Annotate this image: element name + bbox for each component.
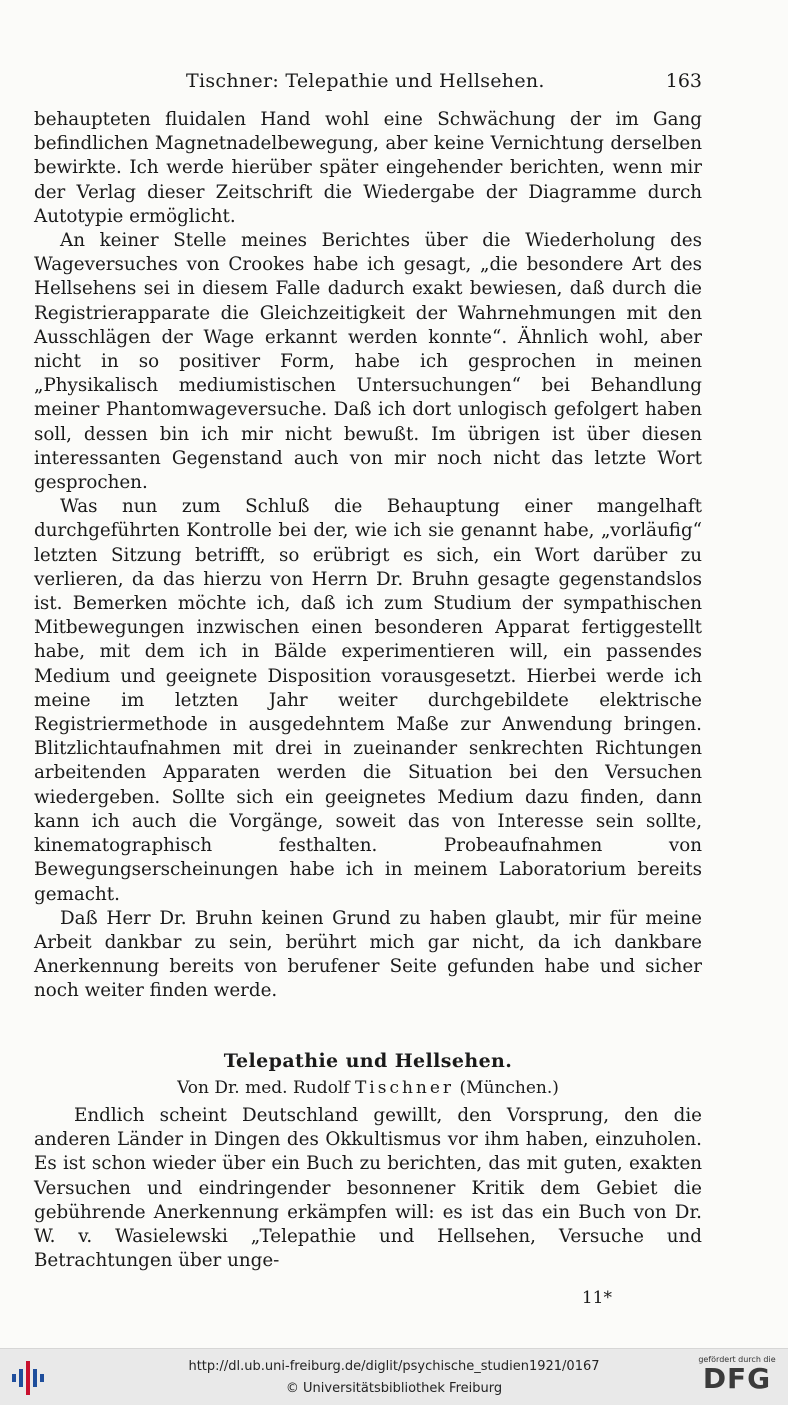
byline-author: Tischner <box>354 1078 455 1098</box>
dfg-logo: DFG <box>702 1362 772 1395</box>
running-head: Tischner: Telepathie und Hellsehen. <box>186 70 545 92</box>
byline-location: (München.) <box>459 1078 559 1098</box>
article-byline <box>0 1078 736 1098</box>
paragraph-1: behaupteten fluidalen Hand wohl eine Schwächung der im Gang befindlichen Magnetnadelbewegung, aber keine Vernichtung derselben bewirkte. Ich werde hierüber später eingehender berichten, wenn mir der Verlag dieser Zeitschrift die Wiedergabe der Diagramme durch Autotypie ermöglicht. <box>34 109 702 227</box>
page-number: 163 <box>665 70 702 92</box>
viewer-footer <box>0 1348 788 1405</box>
signature-mark: 11* <box>581 1288 612 1308</box>
page-header <box>0 70 788 96</box>
article-title: Telepathie und Hellsehen. <box>223 1050 513 1072</box>
article-text <box>34 1104 702 1273</box>
paragraph-3: Was nun zum Schluß die Behauptung einer mangelhaft durchgeführten Kontrolle bei der, wie ich sie genannt habe, „vorläufig“ letzten Sitzung betrifft, so erübrigt es sich, ein Wort darüber zu verlieren, da das hierzu von Herrn Dr. Bruhn gesagte gegenstandslos ist. Bemerken möchte ich, daß ich zum Studium der sympathischen Mitbewegungen inzwischen einen besonderen Apparat fertiggestellt habe, mit dem ich in Bälde experimentieren will, ein passendes Medium und geeignete Disposition vorausgesetzt. Hierbei werde ich meine im letzten Jahr weiter durchgebildete elektrische Registriermethode in ausgedehntem Maße zur Anwendung bringen. Blitzlichtaufnahmen mit drei in zueinander senkrechten Richtungen arbeitenden Apparaten werden die Situation bei den Versuchen wiedergeben. Sollte sich ein geeignetes Medium dazu finden, dann kann ich auch die Vorgänge, soweit das von Interesse sein sollte, kinematographisch festhalten. Probeaufnahmen von Bewegungserscheinungen habe ich in meinem Laboratorium bereits gemacht. <box>34 496 702 905</box>
body-text <box>34 108 702 1004</box>
source-url-link[interactable]: http://dl.ub.uni-freiburg.de/diglit/psychische_studien1921/0167 <box>188 1359 600 1374</box>
paragraph-4: Daß Herr Dr. Bruhn keinen Grund zu haben glaubt, mir für meine Arbeit dankbar zu sein, berührt mich gar nicht, da ich dankbare Anerkennung bereits von berufener Seite gefunden habe und sicher noch weiter finden werde. <box>34 907 702 1002</box>
sponsor-note: gefördert durch die <box>698 1355 776 1364</box>
byline-prefix: Von Dr. med. Rudolf <box>177 1078 350 1098</box>
copyright-notice: © Universitätsbibliothek Freiburg <box>285 1381 503 1396</box>
dfg-sponsor <box>694 1355 780 1401</box>
paragraph-2: An keiner Stelle meines Berichtes über die Wiederholung des Wageversuches von Crookes habe ich gesagt, „die besondere Art des Hellsehens sei in diesem Falle dadurch exakt bewiesen, daß durch die Registrierapparate die Gleichzeitigkeit der Wahrnehmungen mit den Ausschlägen der Wage erkannt werden konnte“. Ähnlich wohl, aber nicht in so positiver Form, habe ich gesprochen in meinen „Physikalisch mediumistischen Untersuchungen“ bei Behandlung meiner Phantomwageversuche. Daß ich dort unlogisch gefolgert haben soll, dessen bin ich mir nicht bewußt. Im übrigen ist über diesen interessanten Gegenstand auch von mir noch nicht das letzte Wort gesprochen. <box>34 230 702 494</box>
article-paragraph-1: Endlich scheint Deutschland gewillt, den Vorsprung, den die anderen Länder in Dingen des Okkultismus vor ihm haben, einzuholen. Es ist schon wieder über ein Buch zu berichten, das mit guten, exakten Versuchen und eindringender besonnener Kritik dem Gebiet die gebührende Anerkennung erkämpfen will: es ist das ein Buch von Dr. W. v. Wasielewski „Telepathie und Hellsehen, Versuche und Betrachtungen über unge- <box>34 1105 702 1272</box>
